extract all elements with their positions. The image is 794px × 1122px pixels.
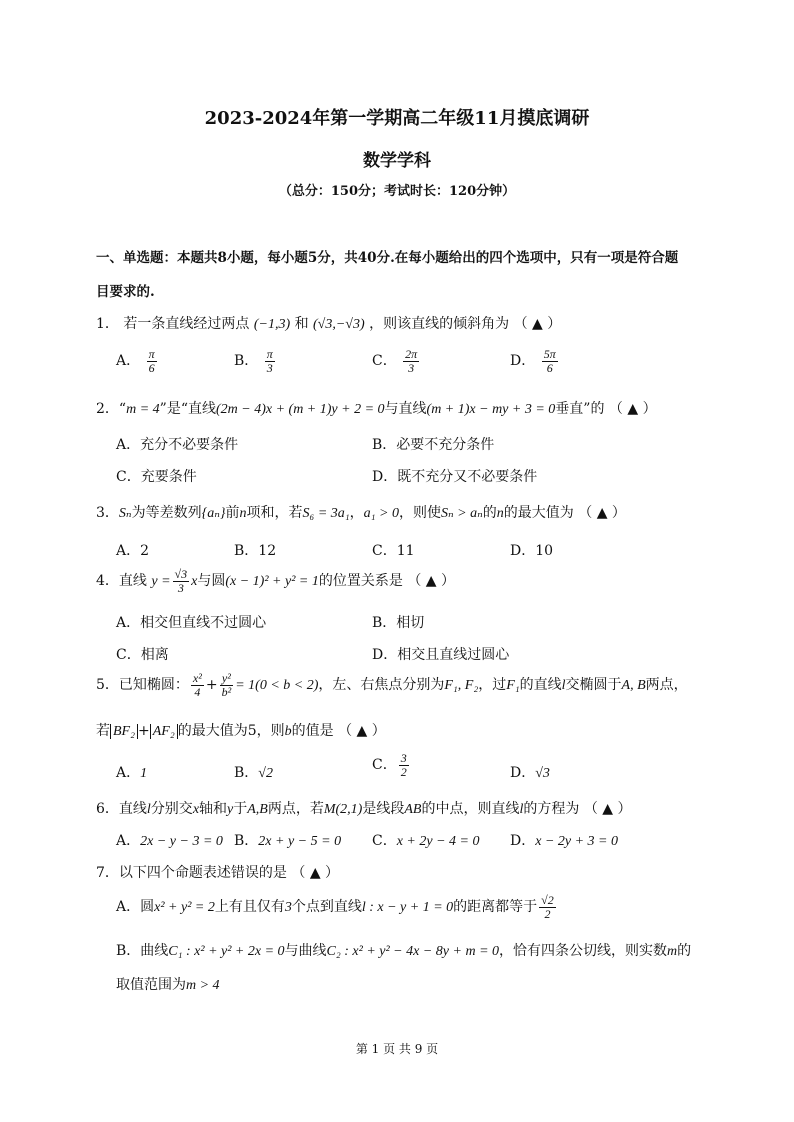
question-7: 7．以下四个命题表述错误的是 （ ▲ ） bbox=[96, 865, 340, 881]
q6-option-c: C．x + 2y − 4 = 0 bbox=[372, 833, 480, 849]
answer-mark: （ ▲ ） bbox=[407, 573, 455, 590]
math: m = 4 bbox=[126, 402, 160, 417]
subject-title: 数学学科 bbox=[363, 151, 431, 171]
q7-option-a: A．圆x² + y² = 2上有且仅有3个点到直线l : x − y + 1 = 0的距离都等于 $\frac{√2}{2}$ bbox=[116, 893, 554, 921]
answer-mark: （ ▲ ） bbox=[578, 505, 626, 521]
question-4: 4．直线 y = $\frac{√3}{3}$ x与圆(x − 1)² + y² = 1的位置关系是 （ ▲ ） bbox=[96, 567, 455, 595]
q1-option-b: B． $\frac{\pi}{3}$ bbox=[234, 347, 273, 375]
q5-option-b: B．√2 bbox=[234, 765, 273, 781]
math: (2m − 4)x + (m + 1)y + 2 = 0 bbox=[215, 402, 385, 417]
q5-option-a: A．1 bbox=[116, 765, 148, 781]
q1-option-a: A． $\frac{\pi}{6}$ bbox=[116, 347, 155, 375]
q2-option-c: C．充要条件 bbox=[116, 469, 197, 485]
q5-option-c: C． $\frac{3}{2}$ bbox=[372, 751, 407, 779]
q4-option-a: A．相交但直线不过圆心 bbox=[116, 615, 267, 631]
math: (m + 1)x − my + 3 = 0 bbox=[426, 402, 556, 417]
math: (√3,−√3) bbox=[313, 317, 365, 332]
question-2: 2．“m = 4”是“直线(2m − 4)x + (m + 1)y + 2 = 0与直线(m + 1)x − my + 3 = 0垂直”的 （ ▲ ） bbox=[96, 401, 657, 417]
q5-option-d: D．√3 bbox=[510, 765, 550, 781]
math: (−1,3) bbox=[253, 317, 291, 332]
q1-option-c: C． $\frac{2\pi}{3}$ bbox=[372, 347, 418, 375]
question-5: 5．已知椭圆： $\frac{\text{x²}}{4}$ + $\frac{\text{y²}}{\text{b²}}$ = 1(0 < b < 2)，左、右焦点分别为F₁, F₂，过F₁的直线l交椭圆于A, B两点， bbox=[96, 671, 688, 699]
exam-title: 2023-2024年第一学期高二年级11月摸底调研 bbox=[204, 108, 590, 129]
question-number: 6． bbox=[96, 801, 119, 817]
page-footer: 第 1 页 共 9 页 bbox=[355, 1042, 439, 1056]
answer-mark: （ ▲ ） bbox=[513, 316, 562, 332]
answer-mark: （ ▲ ） bbox=[338, 723, 386, 739]
question-number: 5． bbox=[96, 677, 119, 694]
question-3: 3．Sₙ为等差数列{aₙ}前n项和，若S₆ = 3a₁，a₁ > 0，则使Sₙ > aₙ的n的最大值为 （ ▲ ） bbox=[96, 505, 626, 521]
q7-option-b: B．曲线C₁ : x² + y² + 2x = 0与曲线C₂ : x² + y² − 4x − 8y + m = 0，恰有四条公切线，则实数m的 bbox=[116, 943, 692, 959]
question-number: 3． bbox=[96, 505, 119, 521]
q3-option-b: B．12 bbox=[234, 543, 277, 559]
q3-option-d: D．10 bbox=[510, 543, 554, 559]
question-number: 7． bbox=[96, 865, 119, 881]
question-6: 6．直线l分别交x轴和y于A,B两点，若M(2,1)是线段AB的中点，则直线l的方程为 （ ▲ ） bbox=[96, 801, 632, 817]
question-1: 1． 若一条直线经过两点 (−1,3) 和 (√3,−√3) ，则该直线的倾斜角为 （ ▲ ） bbox=[96, 316, 562, 332]
q3-option-a: A．2 bbox=[116, 543, 150, 559]
q4-option-b: B．相切 bbox=[372, 615, 425, 631]
answer-mark: （ ▲ ） bbox=[583, 801, 632, 817]
q2-option-b: B．必要不充分条件 bbox=[372, 437, 495, 453]
q7-option-b-line2: 取值范围为m > 4 bbox=[116, 977, 220, 993]
section-heading-line1: 一、单选题：本题共8小题，每小题5分，共40分.在每小题给出的四个选项中，只有一项是符合题 bbox=[96, 250, 679, 266]
exam-info: （总分：150分；考试时长：120分钟） bbox=[278, 184, 516, 199]
q4-option-c: C．相离 bbox=[116, 647, 169, 663]
q2-option-a: A．充分不必要条件 bbox=[116, 437, 239, 453]
answer-mark: （ ▲ ） bbox=[291, 865, 340, 881]
question-5-line2: 若 BF₂ + AF₂ 的最大值为5，则b的值是 （ ▲ ） bbox=[96, 723, 386, 739]
question-number: 2． bbox=[96, 401, 119, 417]
q6-option-a: A．2x − y − 3 = 0 bbox=[116, 833, 223, 849]
question-number: 1． bbox=[96, 316, 119, 332]
q6-option-b: B．2x + y − 5 = 0 bbox=[234, 833, 342, 849]
q4-option-d: D．相交且直线过圆心 bbox=[372, 647, 510, 663]
q2-option-d: D．既不充分又不必要条件 bbox=[372, 469, 538, 485]
question-number: 4． bbox=[96, 573, 119, 590]
q6-option-d: D．x − 2y + 3 = 0 bbox=[510, 833, 619, 849]
answer-mark: （ ▲ ） bbox=[608, 401, 657, 417]
q3-option-c: C．11 bbox=[372, 543, 415, 559]
section-heading-line2: 目要求的. bbox=[96, 284, 155, 300]
q1-option-d: D． $\frac{5\pi}{6}$ bbox=[510, 347, 556, 375]
